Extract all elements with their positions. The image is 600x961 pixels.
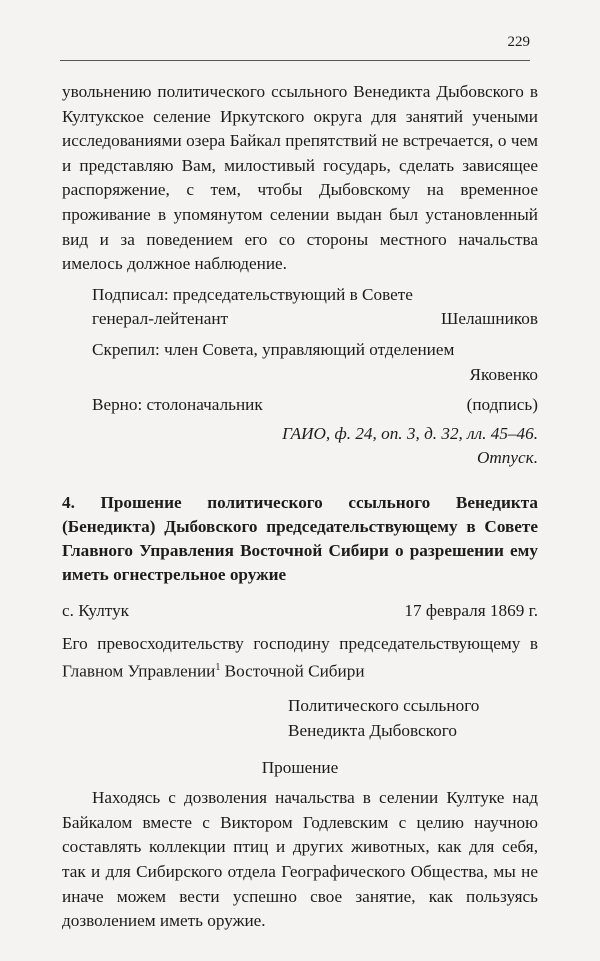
signature-block (62, 283, 538, 418)
document-number: 4. (62, 492, 75, 512)
document-place: с. Култук (62, 600, 130, 620)
sender-line-2: Венедикта Дыбовского (288, 721, 457, 741)
place-date-row (62, 599, 538, 624)
continued-paragraph: увольнению политического ссыльного Венедикта Дыбовского в Култукское селение Иркутского округа для занятий учеными исследованиями озера Байкал препятствий не встречается, о чем и представляю Вам, милостивый государь, сделать зависящее распоряжение, с тем, чтобы Дыбовскому на временное проживание в упомянутом селении выдан был установленный вид и за поведением его со стороны местного начальства имелось должное наблюдение. (62, 82, 538, 274)
petition-body: Находясь с дозволения начальства в селении Култуке над Байкалом вместе с Виктором Годлевским с целию научною составлять коллекции птиц и других животных, как для себя, так и для Сибирского отдела Географического Общества, мы не иначе можем вести успешно свое занятие, как пользуясь дозволением иметь оружие. (62, 788, 538, 931)
document-title (62, 491, 538, 587)
sender-line-1: Политического ссыльного (288, 696, 480, 716)
signed-by-rank-row (92, 307, 538, 332)
address-text-end: Восточной Сибири (220, 661, 365, 681)
document-title-text: Прошение политического ссыльного Венедикта (Бенедикта) Дыбовского председательствующему в Совете Главного Управления Восточной Сибири о разрешении ему иметь огнестрельное оружие (62, 492, 538, 584)
verified-row (92, 393, 538, 418)
address-line (62, 632, 538, 685)
document-date: 17 февраля 1869 г. (404, 600, 538, 620)
countersigned-name: Яковенко (469, 364, 538, 384)
verified-label: Верно: столоначальник (92, 395, 263, 415)
petition-heading: Прошение (261, 757, 339, 777)
signed-by-name: Шелашников (441, 309, 538, 329)
footnote-marker: 1 (215, 662, 221, 674)
address-text: Его превосходительству господину председательствующему в Главном Управлении (62, 633, 538, 681)
signed-by-line: Подписал: председательствующий в Совете (92, 284, 413, 304)
page-number: 229 (507, 34, 530, 50)
archive-note: Отпуск. (476, 448, 538, 468)
verified-signature: (подпись) (466, 395, 538, 415)
sender-block (288, 694, 538, 743)
archive-reference: ГАИО, ф. 24, оп. 3, д. 32, лл. 45–46. (282, 423, 538, 443)
countersigned-line: Скрепил: член Совета, управляющий отделением (92, 339, 455, 359)
signed-by-rank: генерал-лейтенант (92, 309, 229, 329)
header-rule (60, 60, 530, 61)
page-content (62, 80, 538, 934)
